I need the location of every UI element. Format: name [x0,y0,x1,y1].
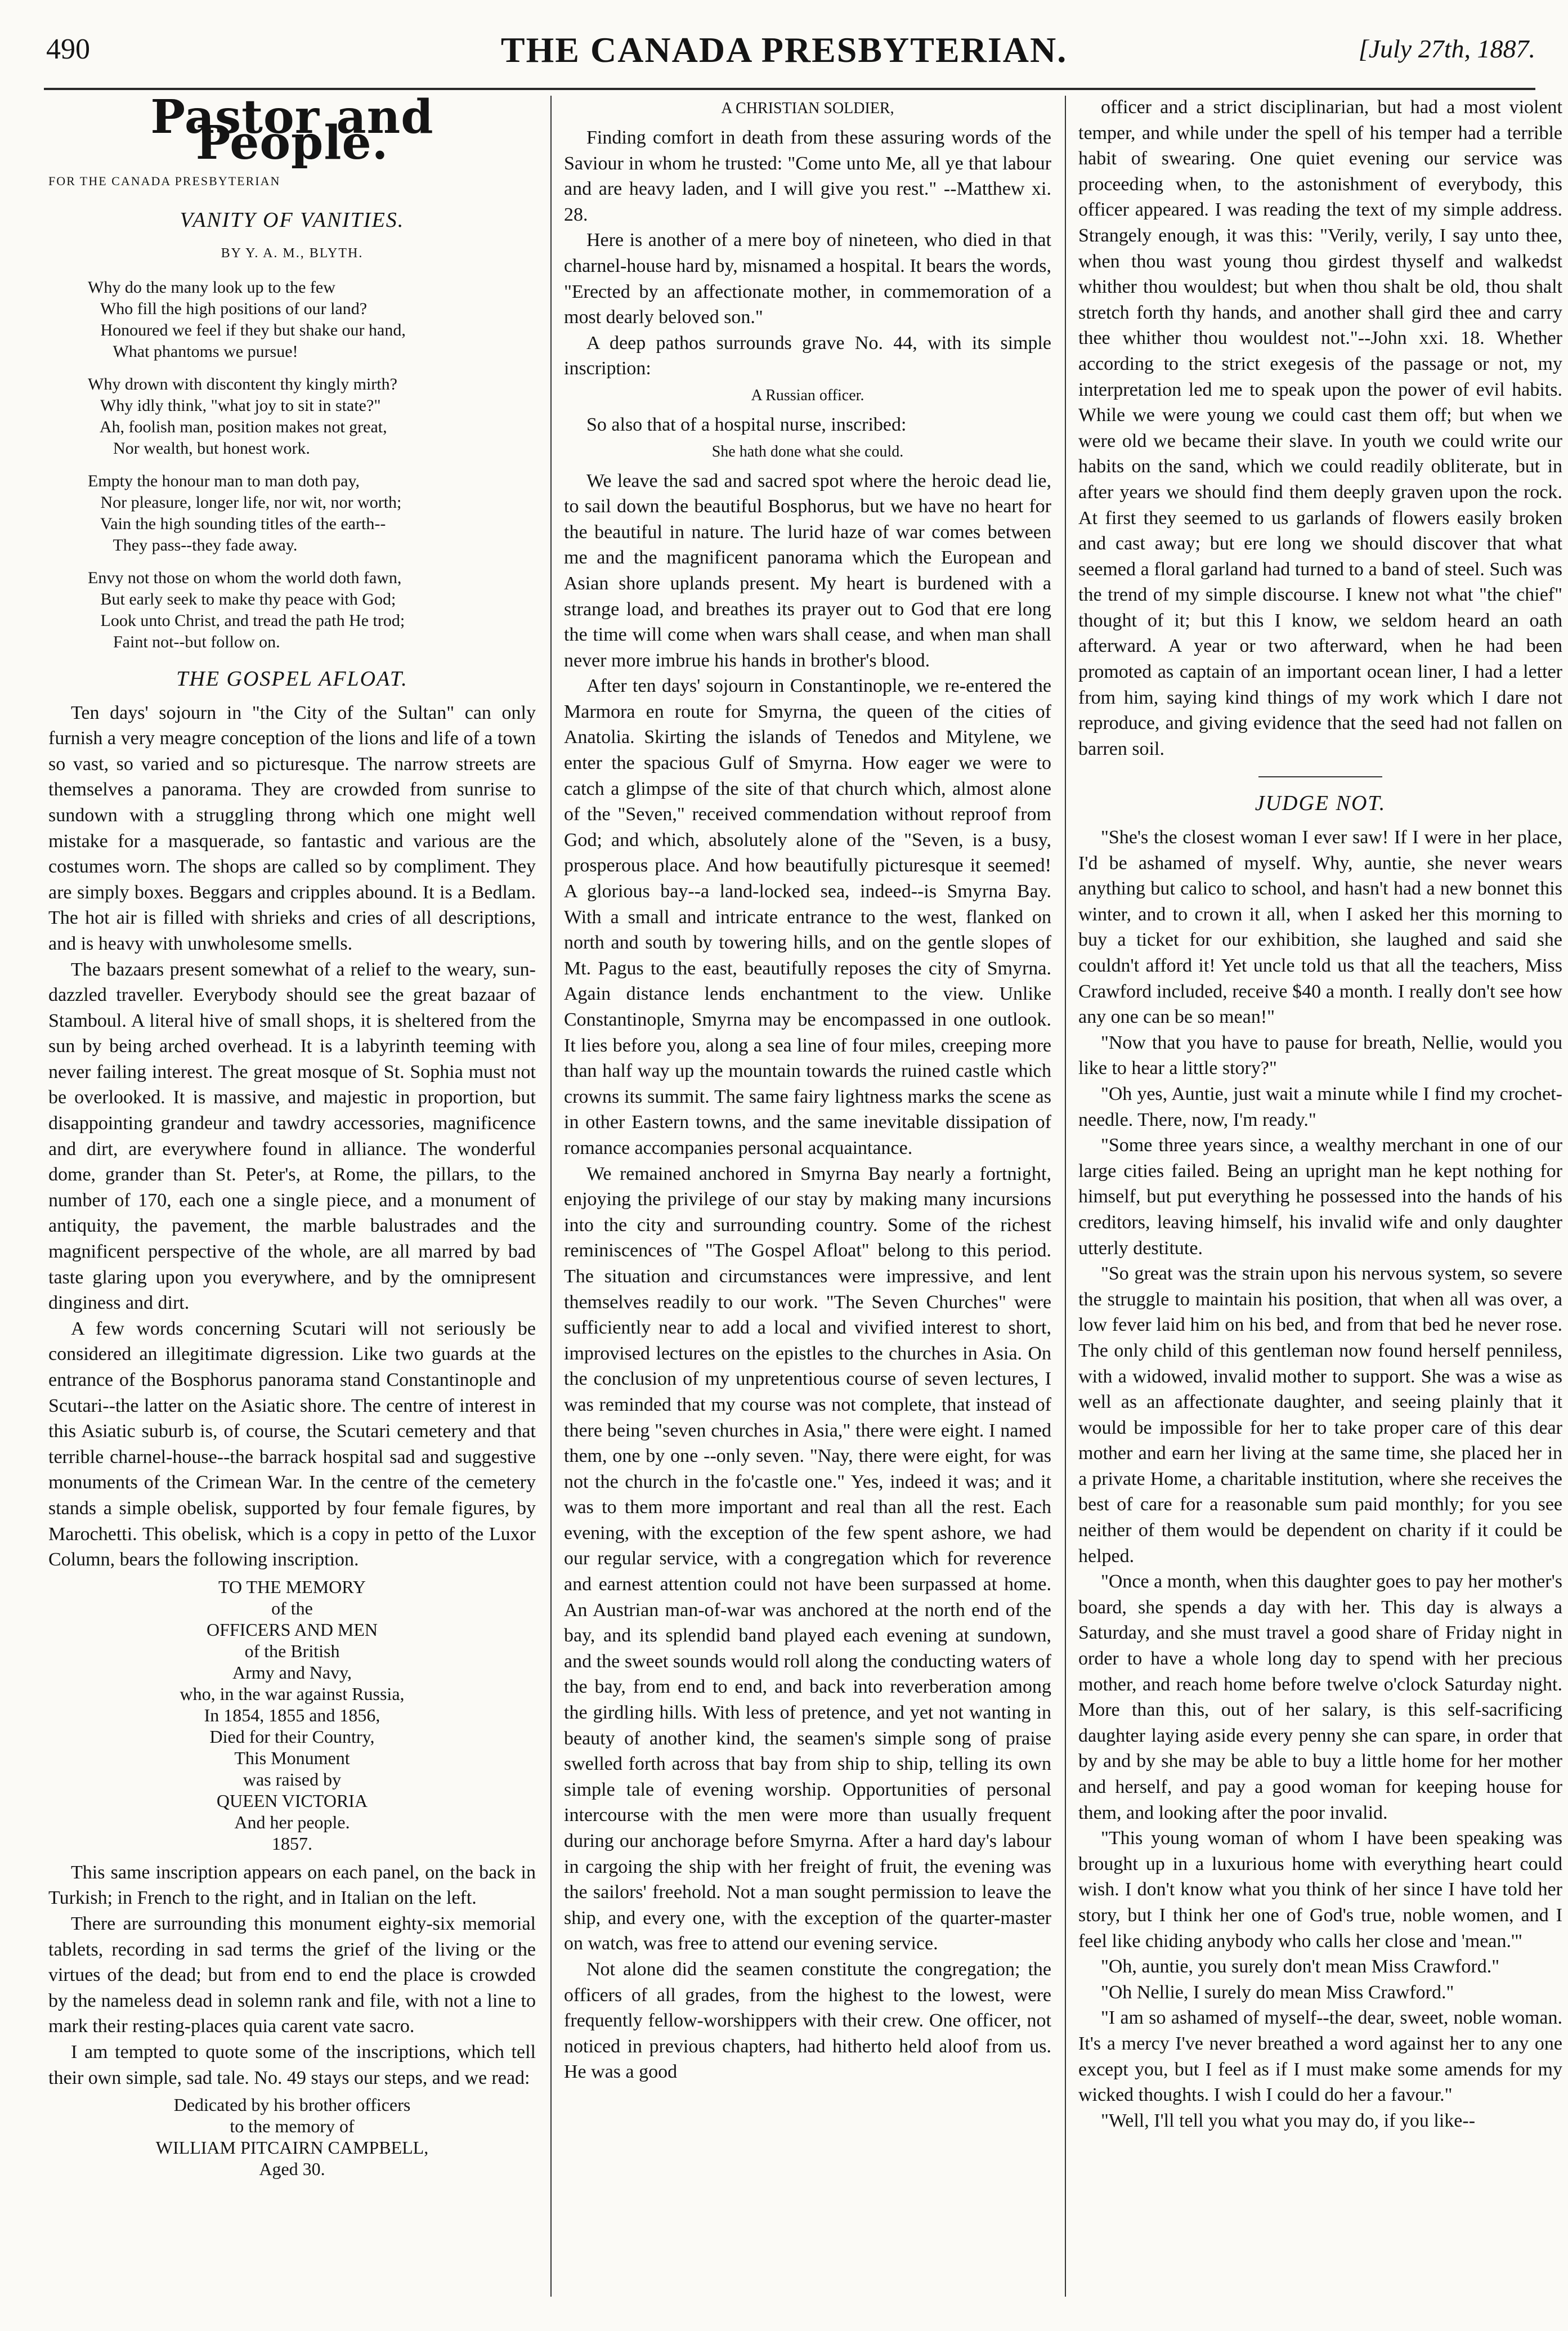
poem-line: Why idly think, "what joy to sit in state?" [88,396,381,415]
poem-line: They pass--they fade away. [88,535,298,554]
paragraph: "Oh yes, Auntie, just wait a minute while I find my crochet-needle. There, now, I'm ready." [1078,1083,1562,1130]
paragraph: "Once a month, when this daughter goes to pay her mother's board, she spends a day with her. This day is always a Saturday, and she must travel a good share of Friday night in order to have a whole long day to spend with her precious mother, and reach home before twelve o'clock Saturday night. More than this, out of her salary, is this self-sacrificing daughter laying aside every penny she can spare, in order that by and by she may be able to buy a little home for her mother and herself, and pay a good woman for keeping house for them, and looking after the poor invalid. [1078,1571,1562,1823]
inscription-line: OFFICERS AND MEN [206,1619,378,1640]
for-line: FOR THE CANADA PRESBYTERIAN [48,174,281,189]
paragraph: "Oh Nellie, I surely do mean Miss Crawford." [1101,1981,1454,2003]
poem-line: Nor pleasure, longer life, nor wit, nor worth; [88,493,402,512]
paragraph: "This young woman of whom I have been speaking was brought up in a luxurious home with everything heart could wish. I don't know what you think of her since I have told her story, but I think her one of God's true, noble women, and I feel like chiding anybody who calls her close and 'mean.'" [1078,1828,1562,1952]
page-number: 490 [46,33,90,65]
publication-title: THE CANADA PRESBYTERIAN. [500,30,1068,70]
inscription-line: was raised by [243,1769,342,1789]
paragraph: "Some three years since, a wealthy merchant in one of our large cities failed. Being an upright man he kept nothing for himself, but put everything he possessed into the hands of his creditors, leaving himself, his invalid wife and only daughter utterly destitute. [1078,1135,1562,1259]
paragraph: Here is another of a mere boy of nineteen, who died in that charnel-house hard by, misnamed a hospital. It bears the words, "Erected by an affectionate mother, in commemoration of a most dearly beloved son." [564,230,1051,328]
inscription-line: This Monument [234,1747,350,1768]
column-2 [564,95,1051,2312]
inscription [48,1576,536,1854]
poem-title: VANITY OF VANITIES. [180,208,405,232]
paragraph: I am tempted to quote some of the inscriptions, which tell their own simple, sad tale. No. 49 stays our steps, and we read: [48,2041,536,2088]
poem-line: Ah, foolish man, position makes not great, [88,417,387,436]
poem-line: Why drown with discontent thy kingly mirth? [88,374,397,393]
masthead-rule [44,88,1535,90]
paragraph: "Well, I'll tell you what you may do, if you like-- [1101,2110,1476,2131]
masthead [0,0,1568,70]
column-1 [48,95,536,2312]
inscription-line: of the [271,1598,313,1618]
soldier-heading: A CHRISTIAN SOLDIER, [721,100,894,117]
dedication-line: WILLIAM PITCAIRN CAMPBELL, [155,2137,429,2158]
judge-not-title: JUDGE NOT. [1255,791,1386,816]
poem-stanza [88,277,536,363]
poem-line: Who fill the high positions of our land? [88,299,368,318]
paragraph: "She's the closest woman I ever saw! If I were in her place, I'd be ashamed of myself. Why, auntie, she never wears anything but calico to school, and hasn't had a new bonnet this winter, and to crown it all, when I asked her this morning to buy a ticket for our exhibition, she laughed and said she couldn't afford it! Yet uncle told us that all the teachers, Miss Crawford included, receive $40 a month. I really don't see how any one can be so mean!" [1078,827,1562,1028]
poem-line: Envy not those on whom the world doth fawn, [88,568,402,587]
issue-date: [July 27th, 1887. [1358,34,1535,63]
inscription-line: And her people. [234,1811,350,1832]
column-divider [1065,96,1066,2297]
poem-line: But early seek to make thy peace with God; [88,589,396,609]
inscription-line: 1857. [272,1833,312,1854]
poem-byline: BY Y. A. M., BLYTH. [221,246,364,261]
inscription-line: QUEEN VICTORIA [216,1790,368,1811]
paragraph: officer and a strict disciplinarian, but had a most violent temper, and while under the spell of his temper had a terrible habit of swearing. One quiet evening our service was proceeding when, to the astonishment of everybody, this officer appeared. I was reading the text of my simple address. Strangely enough, it was this: "Verily, verily, I say unto thee, when thou wast young thou girdest thyself and walkedst whither thou wouldest; but when thou shalt be old, thou shalt stretch forth thy hands, and another shall gird thee and carry thee whither thou wouldest not."--John xxi. 18. Whether according to the strict exegesis of the passage or not, my interpretation led me to speak upon the power of evil habits. While we were young we could cast them off; but when we were old we became their slave. In youth we could write our habits on the sand, which we could readily obliterate, but in after years we should find them deeply graven upon the rock. At first they seemed to us garlands of flowers easily broken and cast away; but ere long we should discover that what seemed a floral garland had turned to a band of steel. Such was the trend of my simple discourse. I knew not what "the chief" thought of it; but this I know, we seldom heard an oath afterward. A year or two afterward, when he had been promoted as captain of an important ocean liner, I had a letter from him, saying kind things of my work which I dare not reproduce, and giving evidence that the seed had not fallen on barren soil. [1078,97,1562,759]
nurse-line: So also that of a hospital nurse, inscribed: [586,414,907,435]
paragraph: This same inscription appears on each panel, on the back in Turkish; in French to the right, and in Italian on the left. [48,1862,536,1909]
poem-line: Vain the high sounding titles of the earth-- [88,514,386,533]
section-rule [1258,776,1382,777]
poem-stanza [88,567,536,653]
inscription-line: TO THE MEMORY [218,1576,366,1597]
paragraph: There are surrounding this monument eighty-six memorial tablets, recording in sad terms the grief of the living or the virtues of the dead; but from end to end the place is crowded by the nameless dead in solemn rank and file, with not a line to mark their resting-places quia carent vate sacro. [48,1913,536,2037]
poem-line: What phantoms we pursue! [88,342,298,361]
inscription-line: Died for their Country, [209,1726,375,1747]
nurse-inscription: She hath done what she could. [711,442,904,460]
article-body [48,700,536,1573]
dedication-line: Dedicated by his brother officers [173,2095,411,2115]
article-body [1078,95,1562,762]
paragraph: A deep pathos surrounds grave No. 44, with its simple inscription: [564,332,1051,379]
section-title: Pastor and People. [150,95,434,170]
article-body-continued [48,1860,536,2091]
paragraph: The bazaars present somewhat of a relief to the weary, sun-dazzled traveller. Everybody should see the great bazaar of Stamboul. A literal hive of small shops, it is sheltered from the sun by being arched overhead. It is a labyrinth teeming with never failing interest. The great mosque of St. Sophia must not be overlooked. It is massive, and majestic in proportion, but disappointing grandeur and tawdry accessories, magnificence and dirt, are everywhere found in alliance. The wonderful dome, grander than St. Peter's, at Rome, the pillars, to the number of 170, each one a single piece, and a monument of antiquity, the pavement, the marble balustrades and the magnificent perspective of the whole, are all marred by bad taste glaring upon you everywhere, and by the omnipresent dinginess and dirt. [48,959,536,1314]
story-body [1078,825,1562,2133]
article-body [564,125,1051,382]
article-body-continued [564,468,1051,2085]
inscription-line: who, in the war against Russia, [180,1683,405,1704]
paragraph: Finding comfort in death from these assuring words of the Saviour in whom he trusted: "Come unto Me, all ye that labour and are heavy laden, and I will give you rest." --Matthew xi. 28. [564,127,1051,225]
paragraph: "I am so ashamed of myself--the dear, sweet, noble woman. It's a mercy I've never breathed a word against her to any one except you, but I feel as if I must make some amends for my wicked thoughts. I wish I could do her a favour." [1078,2007,1562,2106]
paragraph: "So great was the strain upon his nervous system, so severe the struggle to maintain his position, that when all was over, a low fever laid him on his bed, and from that bed he never rose. The only child of this gentleman now found herself penniless, with a widowed, invalid mother to support. She was a wise as well as an affectionate daughter, and seeing plainly that it would be impossible for her to take proper care of this dear mother and earn her living at the same time, she placed her in a private Home, a charitable institution, where she receives the best of care for a reasonable sum paid monthly; for you see neither of them would be dependent on charity if it could be helped. [1078,1263,1562,1567]
poem-line: Honoured we feel if they but shake our hand, [88,320,406,339]
poem [48,277,536,653]
poem-line: Why do the many look up to the few [88,278,335,297]
poem-line: Nor wealth, but honest work. [88,439,310,458]
column-divider [550,96,552,2297]
poem-stanza [88,374,536,459]
paragraph: We leave the sad and sacred spot where the heroic dead lie, to sail down the beautiful Bosphorus, but we have no heart for the beautiful in nature. The lurid haze of war comes between me and the magnificent panorama which the European and Asian shore uplands present. My heart is burdened with a strange load, and breathes its prayer out to God that ere long the time will come when wars shall cease, and when man shall never more imbrue his hands in brother's blood. [564,470,1051,671]
column-3 [1078,95,1562,2312]
inscription-line: Army and Navy, [232,1662,352,1683]
inscription-line: In 1854, 1855 and 1856, [204,1704,380,1725]
dedication-line: to the memory of [230,2116,355,2137]
russian-officer-inscription: A Russian officer. [751,386,864,404]
paragraph: "Now that you have to pause for breath, Nellie, would you like to hear a little story?" [1078,1032,1562,1079]
dedication-line: Aged 30. [259,2159,325,2180]
poem-stanza [88,471,536,556]
dedication [48,2094,536,2180]
paragraph: Ten days' sojourn in "the City of the Sultan" can only furnish a very meagre conception of the lions and life of a town so vast, so varied and so picturesque. The narrow streets are themselves a panorama. They are crowded from sunrise to sundown with a struggling throng which one might well mistake for a masquerade, so fantastic and various are the costumes worn. The shops are called so by compliment. They are simply boxes. Beggars and cripples abound. It is a Bedlam. The hot air is filled with shrieks and cries of all descriptions, and is heavy with unwholesome smells. [48,702,536,954]
inscription-line: of the British [244,1640,340,1661]
poem-line: Faint not--but follow on. [88,632,280,651]
paragraph: A few words concerning Scutari will not seriously be considered an illegitimate digression. Like two guards at the entrance of the Bosphorus panorama stand Constantinople and Scutari--the latter on the Asiatic shore. The centre of interest in this Asiatic suburb is, of course, the Scutari cemetery and that terrible charnel-house--the barrack hospital sad and suggestive monuments of the Crimean War. In the centre of the cemetery stands a simple obelisk, supported by four female figures, by Marochetti. This obelisk, which is a copy in petto of the Luxor Column, bears the following inscription. [48,1318,536,1571]
article-title: THE GOSPEL AFLOAT. [176,666,408,691]
paragraph: Not alone did the seamen constitute the congregation; the officers of all grades, from the highest to the lowest, were frequently fellow-worshippers with their crew. One officer, not noticed in previous chapters, had hitherto held aloof from us. He was a good [564,1958,1051,2083]
paragraph: After ten days' sojourn in Constantinople, we re-entered the Marmora en route for Smyrna, the queen of the cities of Anatolia. Skirting the islands of Tenedos and Mitylene, we enter the spacious Gulf of Smyrna. How eager we were to catch a glimpse of the site of that church which, almost alone of the "Seven," received commendation without reproof from God; and which, absolutely alone of the "Seven, is a busy, prosperous place. And how beautifully picturesque it seemed! A glorious bay--a land-locked sea, indeed--is Smyrna Bay. With a small and intricate entrance to the west, flanked on north and south by towering hills, and on the gentle slopes of Mt. Pagus to the east, beautifully reposes the city of Smyrna. Again distance lends enchantment to the view. Unlike Constantinople, Smyrna may be encompassed in one outlook. It lies before you, along a sea line of four miles, creeping more than half way up the mountain towards the ruined castle which crowns its summit. The same fairy lightness marks the scene as in other Eastern towns, and the same inevitable dissipation of romance accompanies personal acquaintance. [564,675,1051,1158]
poem-line: Empty the honour man to man doth pay, [88,471,360,490]
poem-line: Look unto Christ, and tread the path He trod; [88,611,405,630]
paragraph: "Oh, auntie, you surely don't mean Miss Crawford." [1101,1956,1500,1977]
paragraph: We remained anchored in Smyrna Bay nearly a fortnight, enjoying the privilege of our stay by making many incursions into the city and surrounding country. Some of the richest reminiscences of "The Gospel Afloat" belong to this period. The situation and circumstances were impressive, and lent themselves readily to our work. "The Seven Churches" were sufficiently near to add a local and vivified interest to short, improvised lectures on the epistles to the churches in Asia. On the conclusion of my unpretentious course of seven lectures, I was reminded that my course was not complete, that instead of there being "seven churches in Asia," there were eight. I named them, one by one --only seven. "Nay, there were eight, for was not the church in the fo'castle one." Yes, indeed it was; and it was to them more important and real than all the rest. Each evening, with the exception of the few spent ashore, we had our regular service, with a congregation which for reverence and earnest attention could not have been surpassed at home. An Austrian man-of-war was anchored at the north end of the bay, and its splendid band played each evening at sundown, and the sweet sounds would roll along the conducting waters of the bay, from end to end, and back into reverberation among the girdling hills. With less of pretence, and yet not wanting in beauty of another kind, the seamen's simple song of praise swelled forth across that bay from ship to ship, telling its own simple tale of evening worship. Opportunities of personal intercourse with the men were more than usually frequent during our anchorage before Smyrna. After a hard day's labour in cargoing the ship with her freight of fruit, the evening was the sailors' freehold. Not a man sought permission to leave the ship, and every one, with the exception of the quarter-master on watch, was free to attend our evening service. [564,1163,1051,1954]
